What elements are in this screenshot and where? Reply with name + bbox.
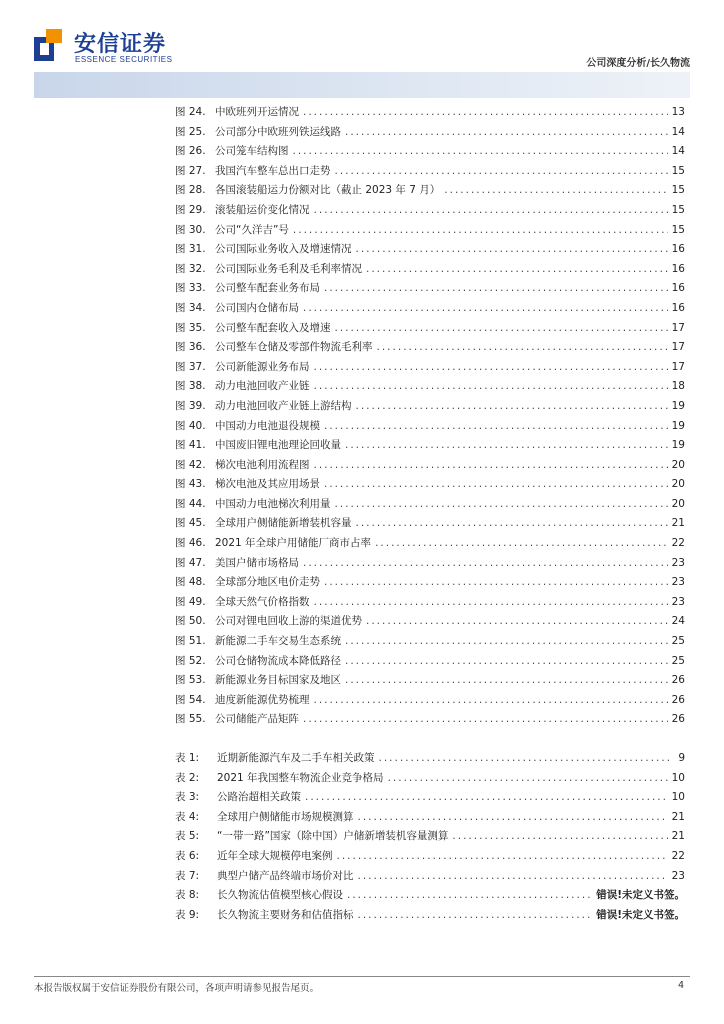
entry-page: 17 <box>671 321 685 334</box>
table-entry[interactable] <box>175 887 685 907</box>
entry-page: 16 <box>671 301 685 314</box>
entry-page: 15 <box>671 223 685 236</box>
dot-leader <box>337 850 668 862</box>
entry-title: 公司整车配套业务布局 <box>215 282 320 295</box>
table-entry[interactable] <box>175 907 685 927</box>
entry-label: 图 54. <box>175 693 206 706</box>
dot-leader <box>358 909 593 921</box>
figure-entry[interactable] <box>175 515 685 535</box>
dot-leader <box>452 830 667 842</box>
entry-title: 公司储能产品矩阵 <box>215 713 299 726</box>
entry-label: 表 8: <box>175 889 200 902</box>
entry-label: 图 48. <box>175 576 206 589</box>
footer-disclaimer: 本报告版权属于安信证券股份有限公司，各项声明请参见报告尾页。 <box>34 983 320 994</box>
table-entry[interactable] <box>175 868 685 888</box>
figure-entry[interactable] <box>175 398 685 418</box>
figure-entry[interactable] <box>175 692 685 712</box>
entry-title: 新能源二手车交易生态系统 <box>215 635 341 648</box>
entry-label: 表 4: <box>175 810 200 823</box>
dot-leader <box>303 302 668 314</box>
entry-label: 表 2: <box>175 771 200 784</box>
table-entry[interactable] <box>175 770 685 790</box>
entry-page: 21 <box>671 810 685 823</box>
entry-title: 长久物流主要财务和估值指标 <box>217 908 354 921</box>
dot-leader <box>314 694 668 706</box>
entry-title: 公路治超相关政策 <box>217 791 301 804</box>
dot-leader <box>345 126 668 138</box>
entry-page: 23 <box>671 869 685 882</box>
page-number: 4 <box>677 980 684 991</box>
entry-page: 22 <box>671 537 685 550</box>
dot-leader <box>358 811 668 823</box>
dot-leader <box>356 400 668 412</box>
entry-page: 23 <box>671 576 685 589</box>
dot-leader <box>293 224 668 236</box>
entry-label: 表 5: <box>175 830 200 843</box>
dot-leader <box>335 322 668 334</box>
entry-title: 2021 年全球户用储能厂商市占率 <box>215 537 372 550</box>
entry-label: 图 42. <box>175 458 206 471</box>
entry-label: 图 41. <box>175 439 206 452</box>
entry-label: 图 30. <box>175 223 206 236</box>
entry-title: 全球天然气价格指数 <box>215 595 310 608</box>
dot-leader <box>345 635 668 647</box>
entry-label: 表 1: <box>175 752 200 764</box>
figure-entry[interactable] <box>175 476 685 496</box>
entry-title: 公司整车配套收入及增速 <box>215 321 331 334</box>
entry-label: 图 38. <box>175 380 206 393</box>
dot-leader <box>388 772 668 784</box>
entry-page: 19 <box>671 399 685 412</box>
entry-page: 19 <box>671 419 685 432</box>
entry-page: 23 <box>671 556 685 569</box>
entry-page: 21 <box>671 517 685 530</box>
entry-title: 滚装船运价变化情况 <box>215 203 310 216</box>
entry-page: 17 <box>671 360 685 373</box>
entry-page: 20 <box>671 458 685 471</box>
entry-label: 图 44. <box>175 497 206 510</box>
logo-text-cn: 安信证券 <box>74 32 167 57</box>
company-logo <box>34 27 234 67</box>
dot-leader <box>303 106 668 118</box>
entry-label: 图 40. <box>175 419 206 432</box>
entry-title: 全球部分地区电价走势 <box>215 576 320 589</box>
entry-page: 22 <box>671 849 685 862</box>
entry-label: 图 31. <box>175 243 206 256</box>
section-gap <box>175 731 685 750</box>
figure-entry[interactable] <box>175 143 685 163</box>
table-entry[interactable] <box>175 828 685 848</box>
dot-leader <box>314 459 668 471</box>
entry-title: 全球用户侧储能市场规模测算 <box>217 810 354 823</box>
entry-page: 16 <box>671 262 685 275</box>
entry-label: 图 33. <box>175 282 206 295</box>
entry-label: 图 28. <box>175 184 206 197</box>
entry-page: 20 <box>671 478 685 491</box>
entry-label: 表 6: <box>175 849 200 862</box>
entry-page: 26 <box>671 713 685 726</box>
entry-page: 18 <box>671 380 685 393</box>
dot-leader <box>379 752 672 764</box>
dot-leader <box>324 576 668 588</box>
dot-leader <box>345 439 668 451</box>
figure-entry[interactable] <box>175 339 685 359</box>
entry-label: 图 49. <box>175 595 206 608</box>
figure-entry[interactable] <box>175 457 685 477</box>
dot-leader <box>335 498 668 510</box>
figure-entry[interactable] <box>175 124 685 144</box>
dot-leader <box>314 596 668 608</box>
dot-leader <box>366 263 668 275</box>
entry-page: 错误!未定义书签。 <box>596 889 685 902</box>
logo-text-en: ESSENCE SECURITIES <box>75 55 173 64</box>
dot-leader <box>293 145 668 157</box>
entry-title: 近年全球大规模停电案例 <box>217 849 333 862</box>
dot-leader <box>345 655 668 667</box>
entry-label: 图 50. <box>175 615 206 628</box>
dot-leader <box>356 517 668 529</box>
figure-entry[interactable] <box>175 711 685 731</box>
dot-leader <box>314 361 668 373</box>
dot-leader <box>444 184 667 196</box>
entry-page: 10 <box>671 791 685 804</box>
entry-label: 图 27. <box>175 164 206 177</box>
entry-title: 2021 年我国整车物流企业竞争格局 <box>217 771 384 784</box>
entry-page: 19 <box>671 439 685 452</box>
entry-page: 25 <box>671 635 685 648</box>
dot-leader <box>358 870 668 882</box>
figure-entry[interactable] <box>175 496 685 516</box>
figure-entry[interactable] <box>175 594 685 614</box>
entry-title: 公司新能源业务布局 <box>215 360 310 373</box>
entry-label: 图 25. <box>175 125 206 138</box>
entry-page: 15 <box>671 203 685 216</box>
figure-entry[interactable] <box>175 613 685 633</box>
figure-entry[interactable] <box>175 261 685 281</box>
table-entry[interactable] <box>175 789 685 809</box>
figure-entry[interactable] <box>175 280 685 300</box>
figure-entry[interactable] <box>175 222 685 242</box>
entry-label: 图 47. <box>175 556 206 569</box>
figure-entry[interactable] <box>175 163 685 183</box>
entry-page: 24 <box>671 615 685 628</box>
entry-page: 14 <box>671 145 685 158</box>
dot-leader <box>324 282 668 294</box>
dot-leader <box>377 341 668 353</box>
dot-leader <box>375 537 668 549</box>
entry-title: 梯次电池及其应用场景 <box>215 478 320 491</box>
dot-leader <box>303 713 668 725</box>
entry-label: 图 53. <box>175 674 206 687</box>
table-of-contents <box>175 104 685 926</box>
logo-mark-icon <box>34 29 64 61</box>
dot-leader <box>314 204 668 216</box>
entry-label: 图 36. <box>175 341 206 354</box>
figure-entry[interactable] <box>175 418 685 438</box>
entry-page: 14 <box>671 125 685 138</box>
entry-title: 中国动力电池梯次利用量 <box>215 497 331 510</box>
entry-page: 10 <box>671 771 685 784</box>
entry-page: 9 <box>678 752 685 764</box>
entry-label: 表 7: <box>175 869 200 882</box>
entry-label: 图 29. <box>175 203 206 216</box>
dot-leader <box>324 478 668 490</box>
entry-page: 错误!未定义书签。 <box>596 908 685 921</box>
figure-entry[interactable] <box>175 555 685 575</box>
entry-title: 中欧班列开运情况 <box>215 106 299 118</box>
figure-list <box>175 104 685 731</box>
entry-title: 美国户储市场格局 <box>215 556 299 569</box>
entry-label: 图 35. <box>175 321 206 334</box>
entry-label: 表 9: <box>175 908 200 921</box>
figure-entry[interactable] <box>175 359 685 379</box>
entry-page: 13 <box>671 106 685 118</box>
entry-label: 图 26. <box>175 145 206 158</box>
entry-page: 16 <box>671 243 685 256</box>
dot-leader <box>335 165 668 177</box>
figure-entry[interactable] <box>175 633 685 653</box>
dot-leader <box>305 791 668 803</box>
entry-label: 图 39. <box>175 399 206 412</box>
entry-title: 迪度新能源优势梳理 <box>215 693 310 706</box>
figure-entry[interactable] <box>175 182 685 202</box>
entry-label: 图 46. <box>175 537 206 550</box>
entry-label: 图 52. <box>175 654 206 667</box>
entry-page: 17 <box>671 341 685 354</box>
entry-page: 20 <box>671 497 685 510</box>
figure-entry[interactable] <box>175 653 685 673</box>
footer-divider <box>34 976 690 977</box>
figure-entry[interactable] <box>175 241 685 261</box>
figure-entry[interactable] <box>175 300 685 320</box>
entry-page: 16 <box>671 282 685 295</box>
dot-leader <box>345 674 668 686</box>
entry-page: 26 <box>671 674 685 687</box>
entry-title: 公司对锂电回收上游的渠道优势 <box>215 615 362 628</box>
entry-title: 长久物流估值模型核心假设 <box>217 889 343 902</box>
table-entry[interactable] <box>175 848 685 868</box>
entry-label: 图 43. <box>175 478 206 491</box>
dot-leader <box>314 380 668 392</box>
entry-label: 图 32. <box>175 262 206 275</box>
entry-title: 公司国内仓储布局 <box>215 301 299 314</box>
entry-title: 公司“久洋吉”号 <box>215 223 289 236</box>
entry-label: 表 3: <box>175 791 200 804</box>
table-entry[interactable] <box>175 809 685 829</box>
entry-title: 新能源业务目标国家及地区 <box>215 674 341 687</box>
entry-title: 近期新能源汽车及二手车相关政策 <box>217 752 375 764</box>
entry-title: 我国汽车整车总出口走势 <box>215 164 331 177</box>
entry-title: 公司仓储物流成本降低路径 <box>215 654 341 667</box>
table-entry[interactable] <box>175 750 685 770</box>
entry-title: 动力电池回收产业链 <box>215 380 310 393</box>
figure-entry[interactable] <box>175 574 685 594</box>
header-band <box>34 72 690 98</box>
figure-entry[interactable] <box>175 202 685 222</box>
dot-leader <box>366 615 668 627</box>
entry-label: 图 55. <box>175 713 206 726</box>
table-list <box>175 750 685 926</box>
entry-page: 23 <box>671 595 685 608</box>
entry-title: 动力电池回收产业链上游结构 <box>215 399 352 412</box>
entry-page: 26 <box>671 693 685 706</box>
entry-page: 25 <box>671 654 685 667</box>
entry-label: 图 45. <box>175 517 206 530</box>
header-subtitle: 公司深度分析/长久物流 <box>586 58 690 69</box>
dot-leader <box>356 243 668 255</box>
entry-title: “一带一路”国家（除中国）户储新增装机容量测算 <box>217 830 449 843</box>
entry-label: 图 24. <box>175 106 206 118</box>
entry-title: 公司国际业务毛利及毛利率情况 <box>215 262 362 275</box>
entry-page: 15 <box>671 164 685 177</box>
figure-entry[interactable] <box>175 437 685 457</box>
dot-leader <box>303 557 668 569</box>
entry-title: 梯次电池利用流程图 <box>215 458 310 471</box>
dot-leader <box>324 420 668 432</box>
entry-title: 全球用户侧储能新增装机容量 <box>215 517 352 530</box>
dot-leader <box>347 889 592 901</box>
entry-title: 公司国际业务收入及增速情况 <box>215 243 352 256</box>
figure-entry[interactable] <box>175 378 685 398</box>
entry-title: 公司部分中欧班列铁运线路 <box>215 125 341 138</box>
figure-entry[interactable] <box>175 535 685 555</box>
entry-title: 中国动力电池退役规模 <box>215 419 320 432</box>
entry-page: 15 <box>671 184 685 197</box>
entry-title: 典型户储产品终端市场价对比 <box>217 869 354 882</box>
entry-title: 公司整车仓储及零部件物流毛利率 <box>215 341 373 354</box>
entry-title: 公司笼车结构图 <box>215 145 289 158</box>
entry-label: 图 51. <box>175 635 206 648</box>
entry-title: 中国废旧锂电池理论回收量 <box>215 439 341 452</box>
entry-page: 21 <box>671 830 685 843</box>
entry-label: 图 37. <box>175 360 206 373</box>
entry-title: 各国滚装船运力份额对比（截止 2023 年 7 月） <box>215 184 441 197</box>
figure-entry[interactable] <box>175 104 685 124</box>
entry-label: 图 34. <box>175 301 206 314</box>
figure-entry[interactable] <box>175 672 685 692</box>
figure-entry[interactable] <box>175 320 685 340</box>
